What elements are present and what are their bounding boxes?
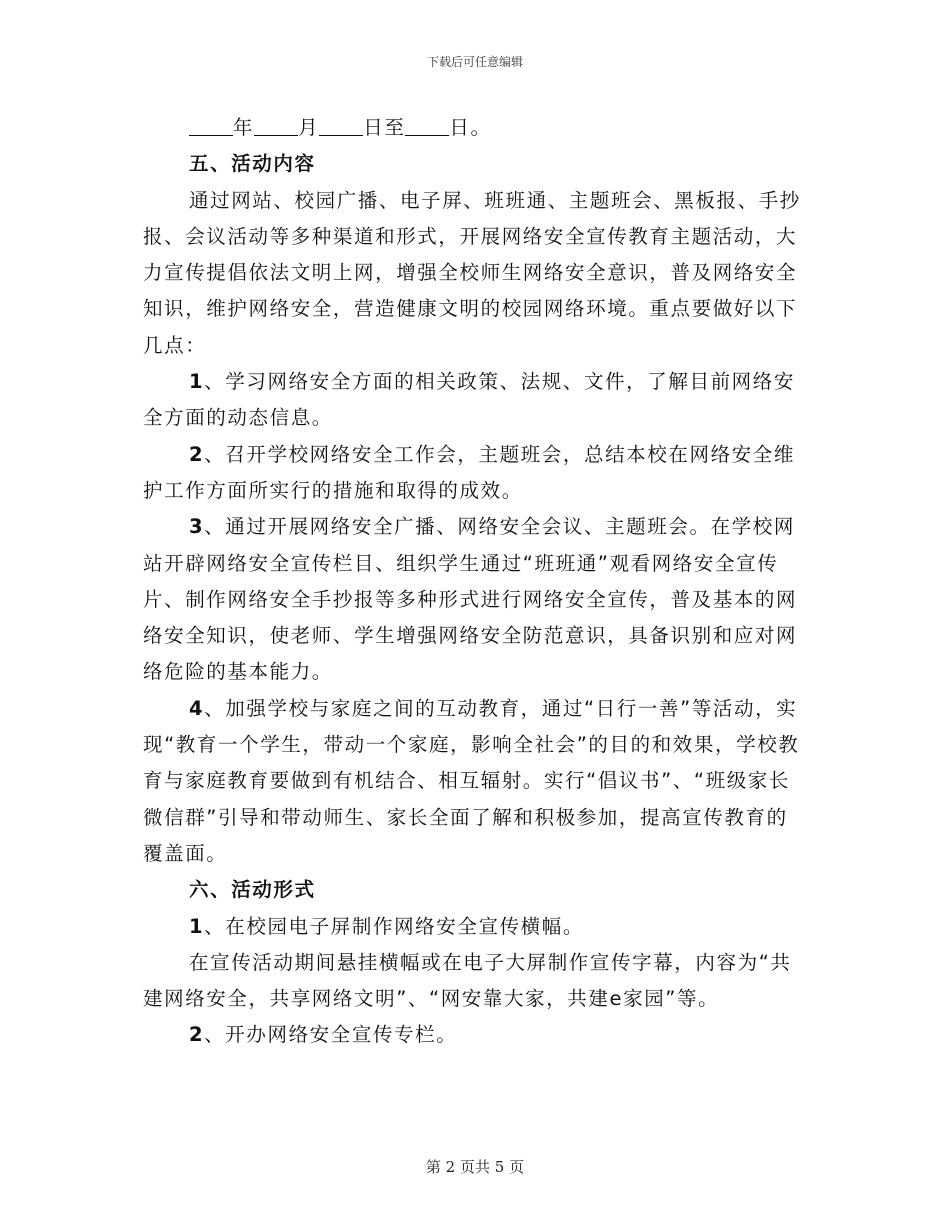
day-blank bbox=[319, 117, 363, 136]
list-item bbox=[143, 437, 805, 510]
list-item bbox=[143, 364, 805, 437]
section-6-heading: 六、活动形式 bbox=[189, 878, 316, 902]
month-blank bbox=[254, 117, 298, 136]
page-footer: 第 2 页共 5 页 bbox=[425, 1158, 525, 1176]
end-day-blank bbox=[405, 117, 449, 136]
item-text: 、开办网络安全宣传专栏。 bbox=[204, 1023, 458, 1047]
month-label: 月 bbox=[298, 116, 320, 139]
section-6-paragraph: 在宣传活动期间悬挂横幅或在电子大屏制作宣传字幕，内容为“共建网络安全，共享网络文明”、“网安靠大家，共建e家园”等。 bbox=[143, 950, 792, 1011]
item-text: 、加强学校与家庭之间的互动教育，通过“日行一善”等活动，实现“教育一个学生，带动一个家庭，影响全社会”的目的和效果，学校教育与家庭教育要做到有机结合、相互辐射。实行“倡议书”、“班级家长微信群”引导和带动师生、家长全面了解和积极参加，提高宣传教育的覆盖面。 bbox=[143, 696, 800, 865]
item-number: 1 bbox=[189, 914, 205, 938]
end-label: 日。 bbox=[449, 116, 492, 139]
item-text: 、召开学校网络安全工作会，主题班会，总结本校在网络安全维护工作方面所实行的措施和取得的成效。 bbox=[143, 442, 795, 502]
list-item bbox=[143, 509, 805, 690]
list-item bbox=[143, 909, 805, 945]
item-number: 1 bbox=[189, 370, 205, 394]
item-number: 3 bbox=[189, 515, 205, 539]
list-item bbox=[143, 1017, 805, 1053]
year-label: 年 bbox=[233, 116, 255, 139]
date-line bbox=[143, 110, 805, 146]
year-blank bbox=[189, 117, 233, 136]
section-5-heading: 五、活动内容 bbox=[189, 152, 316, 176]
document-body bbox=[143, 110, 805, 1054]
item-text: 、在校园电子屏制作网络安全宣传横幅。 bbox=[204, 914, 584, 938]
item-text: 、通过开展网络安全广播、网络安全会议、主题班会。在学校网站开辟网络安全宣传栏目、组织学生通过“班班通”观看网络安全宣传片、制作网络安全手抄报等多种形式进行网络安全宣传，普及基本的网络安全知识，使老师、学生增强网络安全防范意识，具备识别和应对网络危险的基本能力。 bbox=[143, 515, 798, 684]
item-text: 、学习网络安全方面的相关政策、法规、文件，了解目前网络安全方面的动态信息。 bbox=[143, 370, 795, 430]
item-number: 2 bbox=[189, 1023, 205, 1047]
page-header: 下载后可任意编辑 bbox=[426, 55, 523, 69]
section-5-intro: 通过网站、校园广播、电子屏、班班通、主题班会、黑板报、手抄报、会议活动等多种渠道和形式，开展网络安全宣传教育主题活动，大力宣传提倡依法文明上网，增强全校师生网络安全意识，普及网络安全知识，维护网络安全，营造健康文明的校园网络环境。重点要做好以下几点： bbox=[143, 188, 801, 357]
item-number: 2 bbox=[189, 442, 205, 466]
day-label: 日至 bbox=[363, 116, 406, 139]
list-item bbox=[143, 691, 805, 872]
item-number: 4 bbox=[189, 696, 205, 720]
